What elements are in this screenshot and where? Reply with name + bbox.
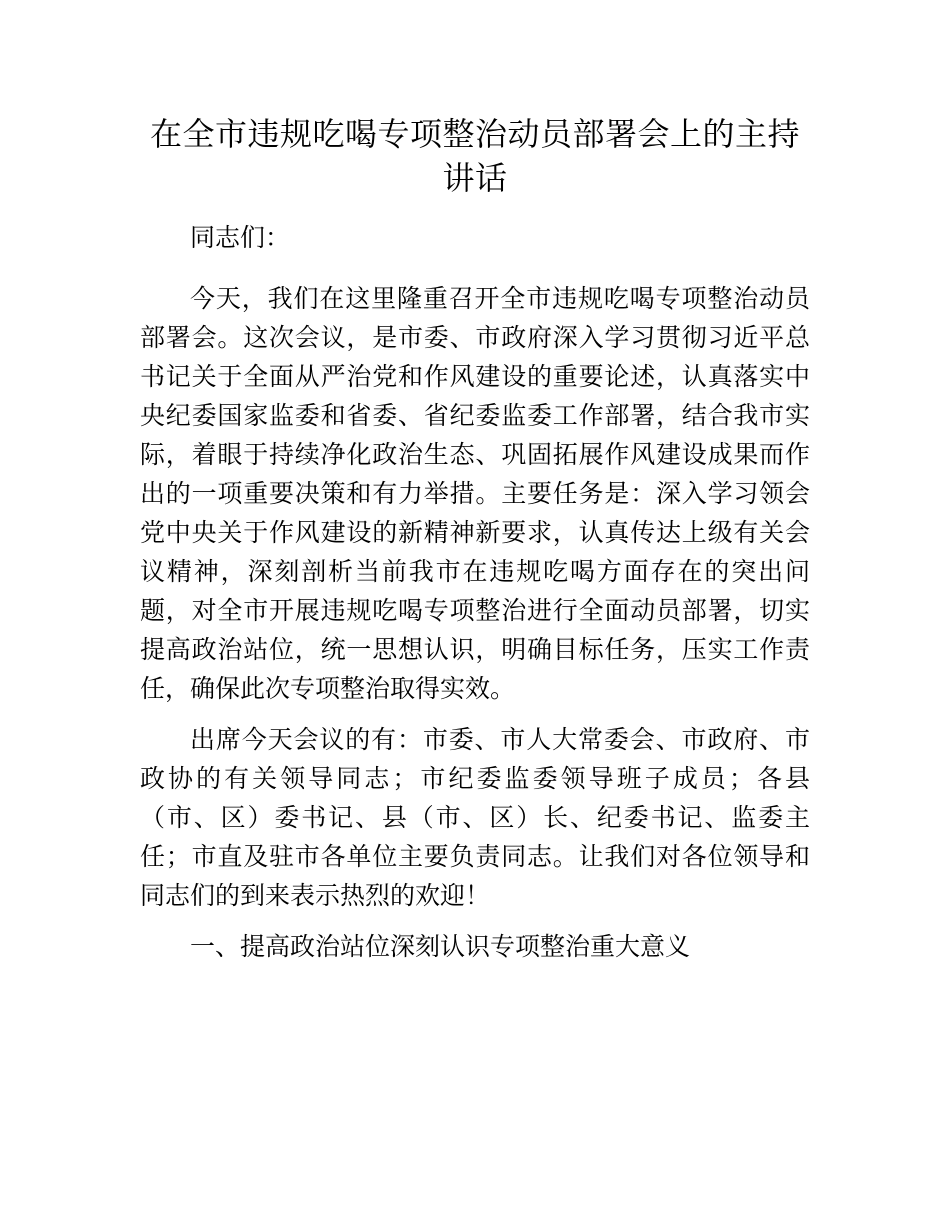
paragraph-attendees: 出席今天会议的有：市委、市人大常委会、市政府、市政协的有关领导同志；市纪委监委领导班子成员；各县（市、区）委书记、县（市、区）长、纪委书记、监委主任；市直及驻市各单位主要负责同志。让我们对各位领导和同志们的到来表示热烈的欢迎！ [140,725,810,910]
document-body [140,218,810,966]
greeting: 同志们： [190,223,291,252]
document-title: 在全市违规吃喝专项整治动员部署会上的主持讲话 [149,115,800,197]
paragraph-opening: 今天，我们在这里隆重召开全市违规吃喝专项整治动员部署会。这次会议，是市委、市政府深入学习贯彻习近平总书记关于全面从严治党和作风建设的重要论述，认真落实中央纪委国家监委和省委、省纪委监委工作部署，结合我市实际，着眼于持续净化政治生态、巩固拓展作风建设成果而作出的一项重要决策和有力举措。主要任务是：深入学习领会党中央关于作风建设的新精神新要求，认真传达上级有关会议精神，深刻剖析当前我市在违规吃喝方面存在的突出问题，对全市开展违规吃喝专项整治进行全面动员部署，切实提高政治站位，统一思想认识，明确目标任务，压实工作责任，确保此次专项整治取得实效。 [140,284,810,703]
section-heading-1: 一、提高政治站位深刻认识专项整治重大意义 [190,932,691,961]
